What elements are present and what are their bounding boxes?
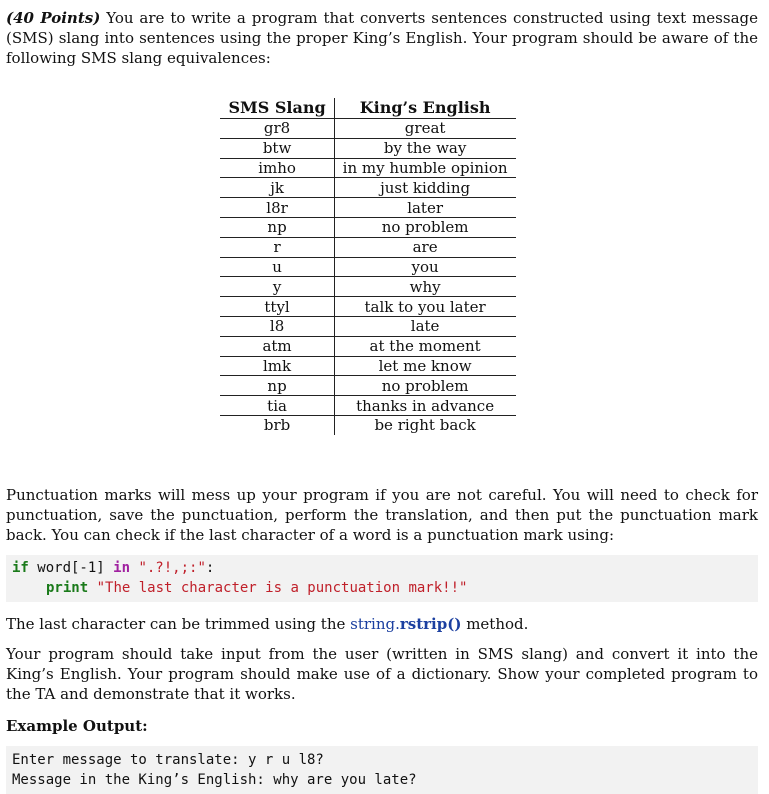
table-row: [220, 119, 515, 139]
kings-english-cell: why: [334, 277, 515, 297]
sms-slang-cell: np: [220, 217, 334, 237]
table-row: [220, 336, 515, 356]
example-output-line-2: Message in the King’s English: why are you late?: [12, 771, 417, 788]
table-row: [220, 257, 515, 277]
rstrip-method: [350, 615, 461, 633]
intro-text: You are to write a program that converts sentences constructed using text message (SMS) slang into sentences using the proper King’s English. Your program should be aware of the following SMS slang equivalences:: [6, 9, 758, 67]
kings-english-cell: at the moment: [334, 336, 515, 356]
kings-english-cell: late: [334, 316, 515, 336]
table-header-row: [220, 98, 515, 119]
kings-english-cell: thanks in advance: [334, 396, 515, 416]
table-row: [220, 356, 515, 376]
table-row: [220, 217, 515, 237]
assignment-page: [6, 8, 758, 794]
table-row: [220, 178, 515, 198]
kings-english-cell: in my humble opinion: [334, 158, 515, 178]
kings-english-cell: just kidding: [334, 178, 515, 198]
rstrip-text-after: method.: [461, 614, 529, 633]
sms-slang-cell: gr8: [220, 119, 334, 139]
kings-english-cell: talk to you later: [334, 297, 515, 317]
kings-english-cell: by the way: [334, 138, 515, 158]
sms-slang-cell: ttyl: [220, 297, 334, 317]
table-row: [220, 158, 515, 178]
table-row: [220, 396, 515, 416]
sms-slang-cell: y: [220, 277, 334, 297]
table-row: [220, 376, 515, 396]
code-keyword-print: print: [46, 579, 89, 596]
sms-table-body: [220, 119, 515, 435]
sms-slang-cell: btw: [220, 138, 334, 158]
sms-slang-cell: l8r: [220, 198, 334, 218]
example-output-heading: Example Output:: [6, 716, 148, 735]
code-line-1: [12, 558, 752, 578]
kings-english-cell: no problem: [334, 217, 515, 237]
kings-english-cell: later: [334, 198, 515, 218]
points-label: (40 Points): [6, 9, 101, 27]
sms-slang-cell: jk: [220, 178, 334, 198]
table-row: [220, 297, 515, 317]
code-keyword-in: in: [113, 559, 131, 576]
kings-english-cell: great: [334, 119, 515, 139]
sms-slang-cell: lmk: [220, 356, 334, 376]
table-row: [220, 277, 515, 297]
sms-slang-cell: imho: [220, 158, 334, 178]
code-block: [6, 555, 758, 602]
rstrip-method-prefix: string.: [350, 614, 400, 633]
table-row: [220, 237, 515, 257]
example-output-line-1: Enter message to translate: y r u l8?: [12, 751, 324, 768]
header-sms-slang: SMS Slang: [220, 98, 334, 119]
requirements-paragraph: Your program should take input from the user (written in SMS slang) and convert it into the King’s English. Your program should make use of a dictionary. Show your completed program to the TA and demonstrate that it works.: [6, 644, 758, 703]
rstrip-method-name: rstrip(): [399, 614, 462, 633]
sms-slang-cell: atm: [220, 336, 334, 356]
rstrip-text-before: The last character can be trimmed using the: [6, 614, 351, 633]
rstrip-paragraph: [6, 614, 758, 634]
example-output-block: [6, 746, 758, 794]
intro-paragraph: [6, 8, 758, 68]
kings-english-cell: be right back: [374, 416, 476, 435]
sms-slang-cell: brb: [220, 415, 334, 434]
kings-english-cell: let me know: [334, 356, 515, 376]
kings-english-cell: you: [334, 257, 515, 277]
code-colon: :: [205, 559, 215, 576]
sms-slang-cell: l8: [220, 316, 334, 336]
sms-table-container: [6, 98, 758, 435]
table-row: [220, 138, 515, 158]
table-row: [220, 316, 515, 336]
code-line-2: [12, 578, 752, 598]
code-expression: word[-1]: [28, 559, 114, 576]
sms-slang-table: [220, 98, 515, 435]
sms-slang-cell: np: [220, 376, 334, 396]
header-kings-english: King’s English: [334, 98, 515, 119]
code-string-punctuation: ".?!,;:": [130, 559, 206, 576]
table-row: [220, 415, 515, 434]
code-keyword-if: if: [12, 559, 29, 576]
sms-slang-cell: r: [220, 237, 334, 257]
kings-english-cell: no problem: [334, 376, 515, 396]
sms-slang-cell: tia: [220, 396, 334, 416]
table-row: [220, 198, 515, 218]
kings-english-cell: are: [334, 237, 515, 257]
punctuation-paragraph: Punctuation marks will mess up your program if you are not careful. You will need to check for punctuation, save the punctuation, perform the translation, and then put the punctuation mark back. You can check if the last character of a word is a punctuation mark using:: [6, 485, 758, 544]
code-string-message: "The last character is a punctuation mark!!": [88, 579, 468, 596]
sms-slang-cell: u: [220, 257, 334, 277]
